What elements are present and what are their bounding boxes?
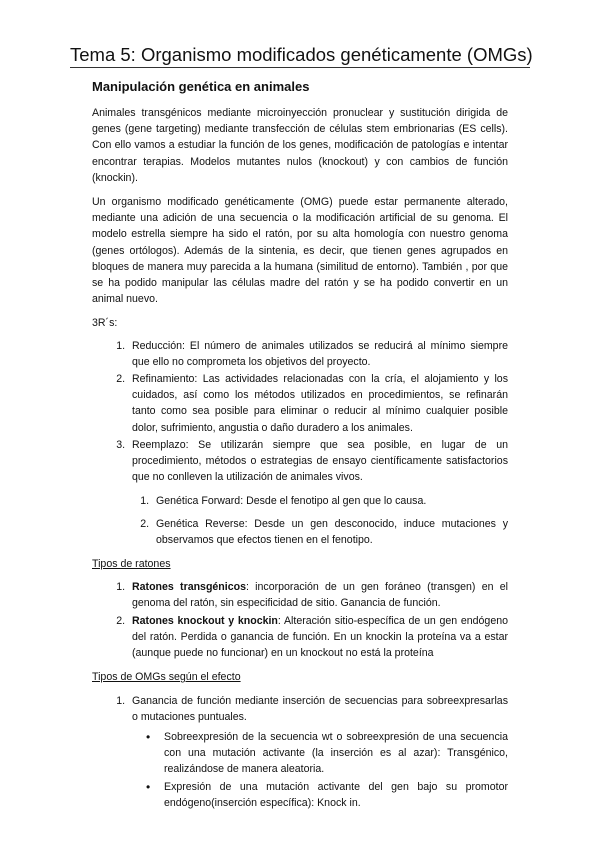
- term: Ratones transgénicos: [132, 581, 246, 594]
- term-text: : Alteración sitio-específica de un gen endógeno del ratón. Perdida o ganancia de función. En un knockin la proteína va a estar (aunque puede no funcionar) en un knockout no está la proteína: [132, 614, 508, 660]
- paragraph-intro: Animales transgénicos mediante microinyección pronuclear y sustitución dirigida de genes (gene targeting) mediante transfección de células stem embrionarias (ES cells). Con ello vamos a estudiar la función de los genes, modificación de patologías e intentar encontrar terapias. Modelos mutantes nulos (knockout) y con cambios de función (knockin).: [92, 107, 508, 184]
- bullet-item: • Sobreexpresión de la secuencia wt o sobreexpresión de una secuencia con una mutación activante (la inserción es al azar): Transgénico, realizándose de manera aleatoria.: [162, 729, 508, 778]
- genetica-list: [132, 493, 508, 548]
- page-title: Tema 5: Organismo modificados genéticamente (OMGs): [70, 44, 533, 65]
- term-text: : incorporación de un gen foráneo (transgen) en el genoma del ratón, sin especificidad de sitio. Ganancia de función.: [132, 581, 508, 610]
- list-item-text: Reemplazo: Se utilizarán siempre que sea posible, en lugar de un procedimiento, métodos o estrategias de ensayo científicamente satisfactorios que no conlleven la utilización de animales vivos.: [132, 438, 508, 484]
- paragraph-omg: Un organismo modificado genéticamente (OMG) puede estar permanente alterado, mediante una adición de una secuencia o la modificación artificial de su genoma. El modelo estrella siempre ha sido el ratón, por su alta homología con nuestro genoma (genes ortólogos). Además de la sintenia, es decir, que tienen genes agrupados en bloques de manera muy parecida a la humana (similitud de entorno). También , por que se ha podido manipular las células madre del ratón y se ha podido convertir en un animal nuevo.: [92, 196, 508, 306]
- document-body: [92, 78, 508, 819]
- list-item-text: Ganancia de función mediante inserción de secuencias para sobreexpresarlas o mutaciones puntuales.: [132, 694, 508, 723]
- list-item: [128, 579, 508, 611]
- list-item: [128, 613, 508, 662]
- list-item: 1. Reducción: El número de animales utilizados se reducirá al mínimo siempre que ello no comprometa los objetivos del proyecto.: [128, 338, 508, 370]
- list-item: 2. Genética Reverse: Desde un gen desconocido, induce mutaciones y observamos que efectos tienen en el fenotipo.: [152, 516, 508, 548]
- section-heading: Manipulación genética en animales: [92, 79, 310, 94]
- bullet-item: • Expresión de una mutación activante del gen bajo su promotor endógeno(inserción específica): Knock in.: [162, 779, 508, 811]
- three-rs-list: [92, 338, 508, 548]
- tipos-ratones-list: [92, 579, 508, 661]
- three-rs-label: 3R´s:: [92, 317, 118, 330]
- tipos-ratones-heading: Tipos de ratones: [92, 558, 171, 571]
- title-underline: [70, 67, 530, 68]
- tipos-omgs-list: [92, 693, 508, 811]
- bullet-list: [132, 729, 508, 811]
- tipos-omgs-heading: Tipos de OMGs según el efecto: [92, 671, 241, 684]
- list-item: 2. Refinamiento: Las actividades relacionadas con la cría, el alojamiento y los cuidados, así como los métodos utilizados en procedimientos, se refinarán tanto como sea posible para eliminar o reducir al mínimo cualquier posible dolor, sufrimiento, angustia o daño duradero a los animales.: [128, 371, 508, 436]
- list-item: [128, 437, 508, 548]
- term: Ratones knockout y knockin: [132, 614, 278, 627]
- list-item: 1. Genética Forward: Desde el fenotipo al gen que lo causa.: [152, 493, 508, 509]
- list-item: [128, 693, 508, 811]
